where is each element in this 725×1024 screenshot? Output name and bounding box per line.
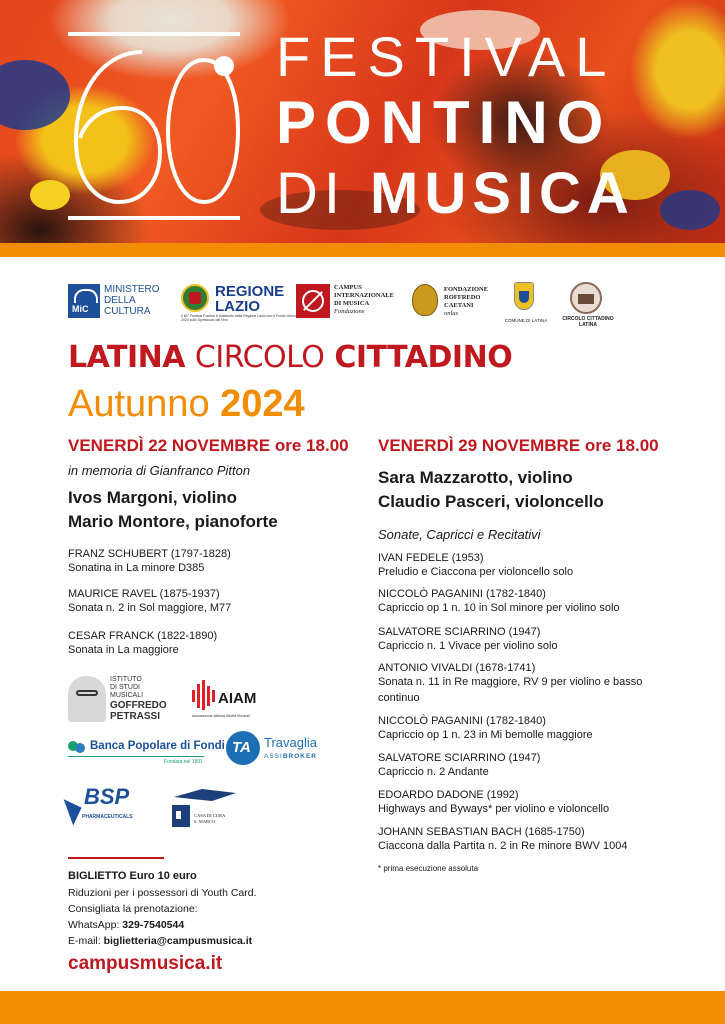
logo-travaglia	[226, 731, 336, 767]
petrassi-portrait-icon	[68, 676, 106, 722]
logo-ministero-cultura	[68, 284, 170, 318]
latina-crest-icon	[514, 282, 534, 310]
email-link[interactable]: biglietteria@campusmusica.it	[103, 935, 253, 947]
work: Capriccio op 1 n. 23 in Mi bemolle maggiore	[378, 729, 593, 741]
circolo-line1: CIRCOLO CITTADINO	[562, 316, 614, 322]
composer: NICCOLÒ PAGANINI (1782-1840)	[378, 588, 546, 600]
concert2-program-item	[378, 662, 658, 706]
concert2-program-item	[378, 626, 648, 654]
petrassi-line2: DI STUDI	[110, 684, 140, 691]
travaglia-label: Travaglia	[264, 735, 317, 750]
venue-title	[68, 340, 512, 375]
composer: SALVATORE SCIARRINO (1947)	[378, 752, 541, 764]
concert1-performer-2: Mario Montore, pianoforte	[68, 512, 278, 531]
comune-label: COMUNE DI LATINA	[504, 318, 548, 323]
work: Sonatina in La minore D385	[68, 562, 205, 574]
work: Sonata n. 11 in Re maggiore, RV 9 per violino e basso continuo	[378, 676, 643, 704]
bpf-sub: Fondata nel 1891	[164, 759, 203, 765]
concert1-program-item	[68, 588, 338, 616]
casa-line1: CASA DI CURA	[194, 813, 226, 818]
concert1-program-item	[68, 630, 338, 658]
concert2-program-item	[378, 826, 678, 854]
ticket-whatsapp	[68, 919, 184, 931]
lazio-emblem-icon	[181, 284, 209, 312]
fondazione-line2: ROFFREDO	[444, 294, 481, 301]
season-name: Autunno	[68, 383, 210, 425]
logo-casa-di-cura	[172, 787, 252, 831]
concert2-performer-2: Claudio Pasceri, violoncello	[378, 492, 604, 511]
concert2-subtitle: Sonate, Capricci e Recitativi	[378, 527, 541, 542]
bpf-label: Banca Popolare di Fondi	[90, 740, 225, 752]
venue-cittadino: CITTADINO	[334, 340, 513, 375]
concert2-program-item	[378, 552, 648, 580]
whatsapp-label: WhatsApp:	[68, 919, 120, 931]
logo-banca-popolare-fondi	[68, 740, 225, 770]
work: Capriccio n. 2 Andante	[378, 766, 489, 778]
regione-line2: LAZIO	[215, 298, 260, 315]
bpf-mark-icon	[68, 741, 88, 753]
logo-comune-latina	[504, 282, 548, 328]
concert2-performer-1: Sara Mazzarotto, violino	[378, 468, 573, 487]
concert2-program-item	[378, 752, 648, 780]
logo-petrassi	[68, 676, 178, 724]
logo-campus-musica	[296, 284, 404, 320]
composer: NICCOLÒ PAGANINI (1782-1840)	[378, 715, 546, 727]
circolo-line2: LATINA	[579, 322, 597, 328]
concert1-memory: in memoria di Gianfranco Pitton	[68, 463, 251, 478]
regione-note: Il 60° Festival Pontino è sostenuto dalla Regione Lazio con il Fondo Unico 2024 sullo Spettacolo dal Vivo	[181, 314, 296, 322]
musica-word: MUSICA	[370, 161, 635, 226]
bsp-sub: PHARMACEUTICALS	[82, 814, 133, 820]
tickets-divider	[68, 857, 164, 859]
logo-circolo-cittadino	[560, 282, 616, 330]
fondazione-sub: onlus	[444, 310, 459, 317]
travaglia-ta-icon: TA	[226, 731, 260, 765]
regione-line1: REGIONE	[215, 283, 285, 300]
logo-ministero-line2: DELLA	[104, 295, 136, 306]
venue-circolo: CIRCOLO	[194, 340, 325, 375]
concert2-program-item	[378, 789, 648, 817]
concert2-program-item	[378, 715, 648, 743]
caetani-crest-icon	[412, 284, 438, 316]
composer: MAURICE RAVEL (1875-1937)	[68, 588, 220, 600]
composer: JOHANN SEBASTIAN BACH (1685-1750)	[378, 826, 585, 838]
logo-ministero-line1: MINISTERO	[104, 284, 160, 295]
petrassi-line4: GOFFREDO	[110, 700, 167, 711]
composer: FRANZ SCHUBERT (1797-1828)	[68, 548, 231, 560]
logo-ministero-line3: CULTURA	[104, 306, 151, 317]
logo-aiam	[192, 680, 272, 722]
ticket-reduction: Riduzioni per i possessori di Youth Card.	[68, 887, 257, 899]
header-artwork	[0, 0, 725, 243]
di-word: DI	[276, 161, 346, 226]
venue-city: LATINA	[68, 340, 185, 375]
work: Sonata n. 2 in Sol maggiore, M77	[68, 602, 232, 614]
concert2-footnote: * prima esecuzione assoluta	[378, 864, 479, 873]
season-title	[68, 383, 305, 426]
fondazione-line3: CAETANI	[444, 302, 474, 309]
orange-band-top	[0, 243, 725, 257]
ticket-booking: Consigliata la prenotazione:	[68, 903, 198, 915]
logo-fondazione-caetani	[412, 284, 508, 320]
circolo-seal-icon	[570, 282, 602, 314]
logo-regione-lazio	[181, 283, 296, 322]
composer: SALVATORE SCIARRINO (1947)	[378, 626, 541, 638]
work: Preludio e Ciaccona per violoncello solo	[378, 566, 574, 578]
concert1-program-item	[68, 548, 338, 576]
email-label: E-mail:	[68, 935, 101, 947]
work: Capriccio n. 1 Vivace per violino solo	[378, 640, 558, 652]
campus-sub: Fondazione	[334, 308, 365, 315]
concert2-performers	[378, 466, 604, 514]
mic-icon: MiC	[68, 284, 100, 318]
season-year: 2024	[220, 383, 305, 425]
work: Highways and Byways* per violino e violoncello	[378, 803, 610, 815]
composer: CESAR FRANCK (1822-1890)	[68, 630, 218, 642]
petrassi-line5: PETRASSI	[110, 711, 161, 722]
concert2-date: VENERDÌ 29 NOVEMBRE ore 18.00	[378, 436, 659, 455]
petrassi-line1: ISTITUTO	[110, 676, 142, 683]
campus-star-icon	[296, 284, 330, 318]
ticket-email	[68, 935, 252, 947]
concert1-date: VENERDÌ 22 NOVEMBRE ore 18.00	[68, 436, 349, 455]
sixty-logo	[64, 30, 244, 222]
petrassi-line3: MUSICALI	[110, 692, 144, 699]
travaglia-sub: ASSIBROKER	[264, 753, 317, 760]
work: Capriccio op 1 n. 10 in Sol minore per violino solo	[378, 602, 620, 614]
campus-line1: CAMPUS	[334, 284, 362, 291]
composer: IVAN FEDELE (1953)	[378, 552, 484, 564]
orange-band-bottom	[0, 991, 725, 1024]
composer: EDOARDO DADONE (1992)	[378, 789, 519, 801]
ticket-price: BIGLIETTO Euro 10 euro	[68, 870, 197, 882]
work: Ciaccona dalla Partita n. 2 in Re minore BWV 1004	[378, 840, 628, 852]
concert1-performer-1: Ivos Margoni, violino	[68, 488, 238, 507]
aiam-sub: Associazione Italiana Attività Musicali	[192, 714, 250, 718]
campus-line2: INTERNAZIONALE	[334, 292, 394, 299]
logo-bsp	[68, 782, 158, 832]
website-link[interactable]: campusmusica.it	[68, 953, 223, 974]
festival-word: FESTIVAL	[276, 25, 617, 88]
fondazione-line1: FONDAZIONE	[444, 286, 489, 293]
composer: ANTONIO VIVALDI (1678-1741)	[378, 662, 536, 674]
concert1-performers	[68, 486, 278, 534]
bsp-triangle-icon	[64, 794, 87, 825]
bsp-label: BSP	[84, 784, 130, 809]
aiam-label: AIAM	[218, 690, 257, 707]
pontino-word: PONTINO	[276, 89, 613, 156]
work: Sonata in La maggiore	[68, 644, 179, 656]
campus-line3: DI MUSICA	[334, 300, 370, 307]
concert2-program-item	[378, 588, 648, 616]
whatsapp-number[interactable]: 329-7540544	[122, 919, 185, 931]
casa-line2: S. MARCO	[194, 819, 216, 824]
